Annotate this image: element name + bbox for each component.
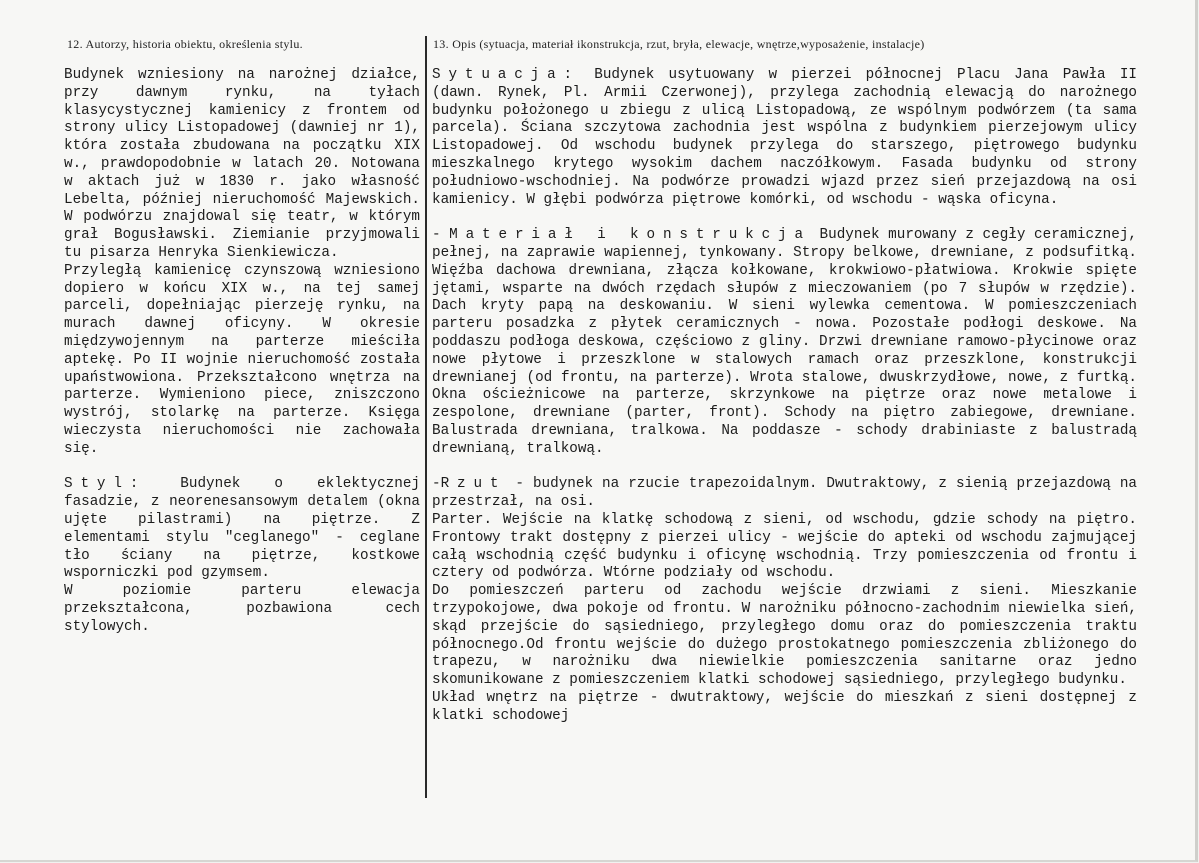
history-style-column	[64, 67, 420, 637]
style-paragraph-2: W poziomie parteru elewacja przekształcona, pozbawiona cech stylowych.	[64, 583, 420, 635]
section-12-header: 12. Autorzy, historia obiektu, określenia stylu.	[67, 37, 303, 51]
description-column	[432, 67, 1137, 725]
material-paragraph	[432, 227, 1137, 458]
material-label: Materiał i konstrukcja	[449, 227, 811, 244]
paragraph-gap	[64, 459, 420, 477]
plan-upper-paragraph: Układ wnętrz na piętrze - dwutraktowy, wejście do mieszkań z sieni dostępnej z klatki schodowej	[432, 689, 1137, 724]
section-13-header: 13. Opis (sytuacja, materiał ikonstrukcja, rzut, bryła, elewacje, wnętrze,wyposażenie, instalacje)	[433, 37, 925, 51]
history-paragraph: Budynek wzniesiony na narożnej działce, przy dawnym rynku, na tyłach klasycystycznej kamienicy z frontem od strony ulicy Listopadowej (dawniej nr 1), która została zbudowana na początku XIX w., prawdopodobnie w latach 20. Notowana w aktach już w 1830 r. jako własność Lebelta, później nieruchomość Majewskich. W podwórzu znajdowal się teatr, w którym grał Bogusławski. Ziemianie przyjmowali tu pisarza Henryka Sienkiewicza.	[64, 67, 420, 261]
plan-ground-paragraph: Parter. Wejście na klatkę schodową z sieni, od wschodu, gdzie schody na piętro. Frontowy trakt dostępny z pierzei ulicy - wejście do apteki od wschodu zajmującej całą wschodnią część budynku i oficynę wschodnią. Trzy pomieszczenia od frontu i cztery od podwórza. Wtórne podziały od wschodu.	[432, 511, 1137, 582]
situation-paragraph	[432, 67, 1137, 209]
plan-label: Rzut	[440, 476, 507, 493]
material-text: Budynek murowany z cegły ceramicznej, pełnej, na zaprawie wapiennej, tynkowany. Stropy belkowe, drewniane, z podsufitką. Więźba dachowa drewniana, złącza kołkowane, krokwiowo-płatwiowa. Krokwie spięte jętami, wsparte na dwóch rzędach słupów z mieczowaniem (po 7 słupów w rzędzie). Dach kryty papą na deskowaniu. W sieni wylewka cementowa. W pomieszczeniach parteru posadzka z płytek ceramicznych - nowa. Pozostałe podłogi deskowe. Na poddaszu podłoga deskowa, częściowo z gliny. Drzwi drewniane ramowo-płycinowe oraz nowe płytowe i przeszklone w stalowych ramach oraz przeszklone, konstrukcji drewnianej (od frontu, na parterze). Wrota stalowe, dwuskrzydłowe, nowe, z furtką. Okna ościeżnicowe na parterze, skrzynkowe na piętrze oraz nowe metalowe i zespolone, drewniane (parter, front). Schody na piętro zabiegowe, drewniane. Balustrada drewniana, tralkowa. Na poddasze - schody drabiniaste z balustradą drewnianą, tralkową.	[432, 227, 1137, 457]
situation-text: Budynek usytuowany w pierzei północnej Placu Jana Pawła II (dawn. Rynek, Pl. Armii Czerwonej), przylega zachodnią elewacją do narożnego budynku położonego u zbiegu z ulicą Listopadową, ze wspólnym podwórzem (ta sama parcela). Ściana szczytowa zachodnia jest wspólna z budynkiem pierzejowym ulicy Listopadowej. Od wschodu budynek przylega do starszego, piętrowego budynku mieszkalnego krytego wysokim dachem naczółkowym. Fasada budynku od strony południowo-wschodniej. Na podwórze prowadzi wjazd przez sień przejazdową na osi kamienicy. W głębi podwórza piętrowe komórki, od wschodu - wąska oficyna.	[432, 67, 1137, 208]
plan-prefix: -	[432, 476, 441, 493]
style-paragraph	[64, 476, 420, 583]
paragraph-gap	[432, 459, 1137, 477]
plan-west-paragraph: Do pomieszczeń parteru od zachodu wejście drzwiami z sieni. Mieszkanie trzypokojowe, dwa pokoje od frontu. W narożniku północno-zachodnim niewielka sień, skąd przejście do sąsiedniego, przyległego domu oraz do pomieszczenia traktu północnego.Od frontu wejście do dużego prostokatnego pomieszczenia zbliżonego do trapezu, w narożniku dwa niewielkie pomieszczenia sanitarne oraz jedno skomunikowane z pomieszczeniem klatki schodowej sąsiedniego, przyległego budynku.	[432, 583, 1137, 689]
history-paragraph-2: Przyległą kamienicę czynszową wzniesiono dopiero w końcu XIX w., na tej samej parceli, dopełniając pierzeję rynku, na murach dawnej oficyny. W okresie międzywojennym na parterze mieściła aptekę. Po II wojnie nieruchomość została upaństwowiona. Przekształcono wnętrza na parterze. Wymieniono piece, zniszczono wystrój, stolarkę na parterze. Księga wieczysta nieruchomości nie zachowała się.	[64, 262, 420, 457]
column-divider	[425, 36, 427, 798]
paragraph-gap	[432, 209, 1137, 227]
plan-paragraph	[432, 476, 1137, 512]
plan-text: - budynek na rzucie trapezoidalnym. Dwutraktowy, z sienią przejazdową na przestrzał, na osi.	[432, 476, 1137, 511]
situation-label: Sytuacja:	[432, 67, 581, 83]
style-label: Styl:	[64, 476, 147, 493]
material-prefix: -	[432, 227, 450, 244]
style-text: Budynek o eklektycznej fasadzie, z neorenesansowym detalem (okna ujęte pilastrami) na piętrze. Z elementami stylu "ceglanego" - ceglane tło ściany na piętrze, kostkowe wsporniczki pod gzymsem.	[64, 476, 420, 582]
